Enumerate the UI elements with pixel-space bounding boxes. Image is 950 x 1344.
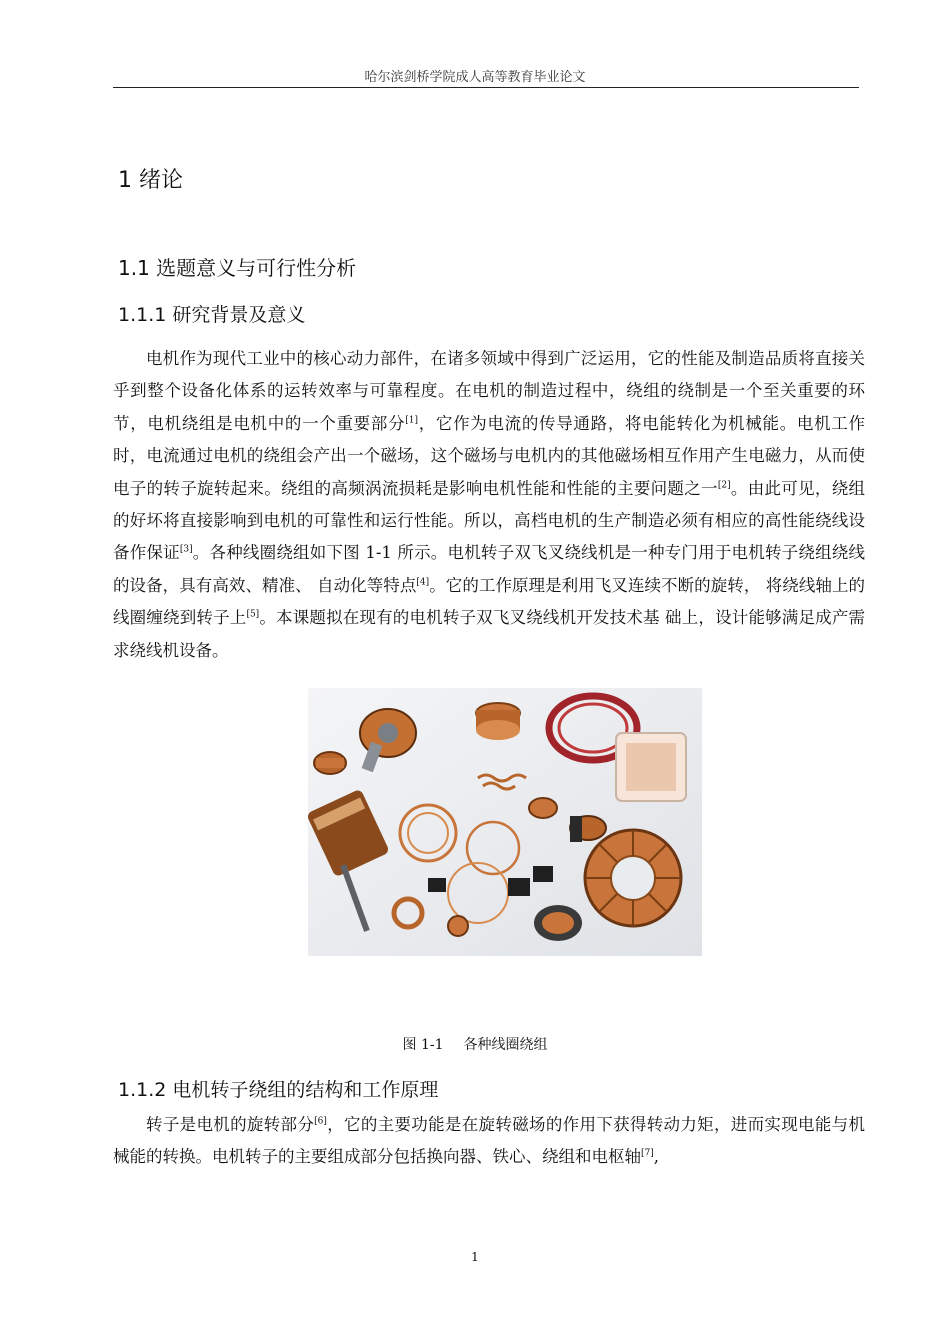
rotor-paragraph: 转子是电机的旋转部分[6]，它的主要功能是在旋转磁场的作用下获得转动力矩，进而实现电能与机械能的转换。电机转子的主要组成部分包括换向器、铁心、绕组和电枢轴[7], bbox=[113, 1115, 866, 1167]
citation-2: [2] bbox=[717, 480, 731, 491]
section-1-1-1-title: 1.1.1 研究背景及意义 bbox=[118, 304, 306, 326]
page-number: 1 bbox=[471, 1250, 479, 1264]
running-header: 哈尔滨剑桥学院成人高等教育毕业论文 bbox=[364, 70, 586, 85]
citation-7: [7] bbox=[641, 1148, 654, 1159]
citation-5: [5] bbox=[246, 609, 260, 620]
section-1-1-title: 1.1 选题意义与可行性分析 bbox=[118, 256, 357, 280]
citation-4: [4] bbox=[416, 577, 430, 588]
figure-caption-text: 各种线圈绕组 bbox=[463, 1037, 548, 1053]
chapter-title: 1 绪论 bbox=[118, 168, 183, 193]
background-paragraph: 电机作为现代工业中的核心动力部件，在诸多领域中得到广泛运用，它的性能及制造品质将直接关乎到整个设备化体系的运转效率与可靠程度。在电机的制造过程中，绕组的绕制是一个至关重要的环节，电机绕组是电机中的一个重要部分[1]，它作为电流的传导通路，将电能转化为机械能。电机工作时，电流通过电机的绕组会产出一个磁场，这个磁场与电机内的其他磁场相互作用产生电磁力，从而使电子的转子旋转起来。绕组的高频涡流损耗是影响电机性能和性能的主要问题之一[2]。由此可见，绕组的好坏将直接影响到电机的可靠性和运行性能。所以，高档电机的生产制造必须有相应的高性能绕线设备作保证[3]。各种线圈绕组如下图 1-1 所示。电机转子双飞叉绕线机是一种专门用于电机转子绕组绕线的设备，具有高效、精准、 自动化等特点[4]。它的工作原理是利用飞叉连续不断的旋转， 将绕线轴上的线圈缠绕到转子上[5]。本课题拟在现有的电机转子双飞叉绕线机开发技术基 础上，设计能够满足成产需求绕线机设备。 bbox=[113, 349, 866, 660]
coil-windings-illustration bbox=[308, 688, 702, 956]
citation-6: [6] bbox=[314, 1116, 327, 1127]
coil-windings-photo bbox=[308, 688, 702, 956]
header-rule bbox=[113, 87, 859, 88]
figure-label: 图 1-1 bbox=[402, 1037, 444, 1053]
section-1-1-2-title: 1.1.2 电机转子绕组的结构和工作原理 bbox=[118, 1079, 439, 1101]
figure-caption bbox=[0, 1034, 950, 1054]
citation-1: [1] bbox=[405, 415, 419, 426]
citation-3: [3] bbox=[179, 544, 193, 555]
